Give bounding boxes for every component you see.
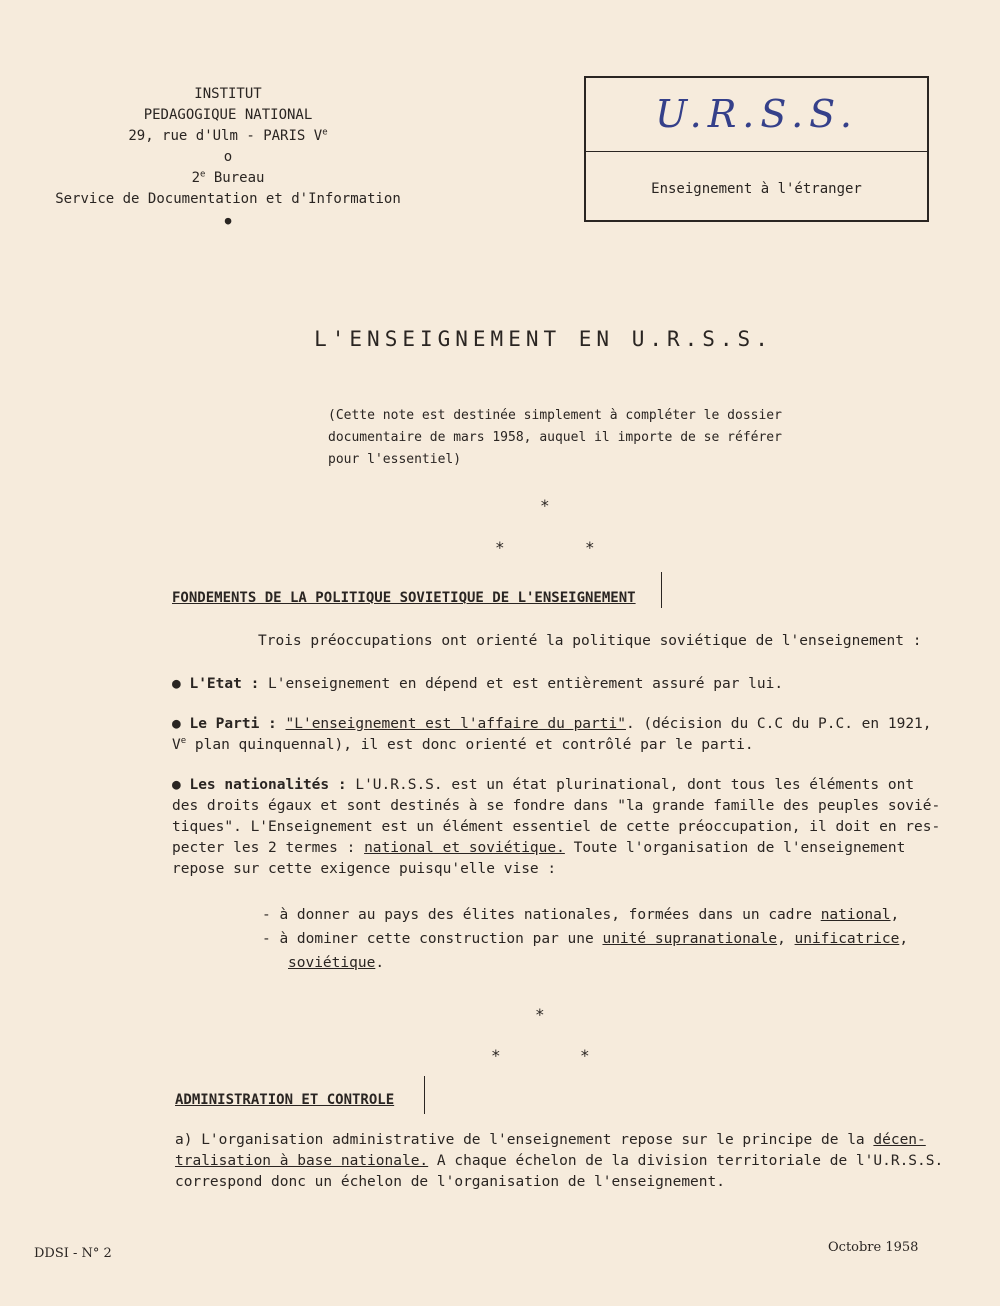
note-line-3: pour l'essentiel): [328, 452, 462, 467]
star-separator: *: [491, 1046, 501, 1065]
paragraph-parti: ● Le Parti : "L'enseignement est l'affaire du parti". (décision du C.C du P.C. en 1921, Ve plan quinquennal), il est donc orienté et contrôlé par le parti.: [172, 716, 932, 753]
box-label: Enseignement à l'étranger: [651, 181, 862, 197]
box-divider: [586, 151, 927, 152]
document-title: L'ENSEIGNEMENT EN U.R.S.S.: [314, 327, 773, 351]
handwritten-annotation: U.R.S.S.: [655, 92, 858, 136]
section-heading-frame: [175, 1076, 425, 1114]
service-line: Service de Documentation et d'Information: [55, 191, 401, 207]
star-separator: *: [495, 538, 505, 557]
list-objectives: [262, 903, 952, 975]
label-nationalites: ● Les nationalités :: [172, 777, 347, 793]
paragraph-administration: a) L'organisation administrative de l'enseignement repose sur le principe de la décen- tralisation à base nationale. A chaque échelon de la division territoriale de l'U.R.S.S. correspond donc un échelon de l'organisation de l'enseignement.: [175, 1132, 944, 1190]
section-heading-administration: ADMINISTRATION ET CONTROLE: [175, 1092, 395, 1108]
star-separator: *: [585, 538, 595, 557]
star-separator: *: [540, 496, 550, 515]
star-separator: *: [535, 1005, 545, 1024]
classification-box: [584, 76, 929, 222]
header-separator: o: [223, 149, 233, 165]
list-item-continuation: soviétique.: [288, 955, 385, 971]
label-etat: ● L'Etat :: [172, 676, 260, 692]
note-line-1: (Cette note est destinée simplement à compléter le dossier: [328, 408, 782, 423]
header-bullet: ●: [224, 214, 232, 227]
note-line-2: documentaire de mars 1958, auquel il importe de se référer: [328, 430, 782, 445]
institute-name-2: PEDAGOGIQUE NATIONAL: [143, 107, 313, 123]
paragraph-nationalites: ● Les nationalités : L'U.R.S.S. est un état plurinational, dont tous les éléments ont des droits égaux et sont destinés à se fondre dans "la grande famille des peuples sovié- tiques". L'Enseignement est un élément essentiel de cette préoccupation, il doit en res- pecter les 2 termes : national et soviétique. Toute l'organisation de l'enseignement repose sur cette exigence puisqu'elle vise :: [172, 777, 941, 877]
list-item: - à donner au pays des élites nationales, formées dans un cadre national,: [262, 907, 900, 923]
star-separator: *: [580, 1046, 590, 1065]
intro-note: [328, 405, 848, 471]
institute-address: 29, rue d'Ulm - PARIS Ve: [128, 127, 328, 144]
document-reference: DDSI - N° 2: [34, 1246, 112, 1261]
label-parti: ● Le Parti :: [172, 716, 277, 732]
institute-name: INSTITUT: [194, 86, 262, 102]
section1-intro: Trois préoccupations ont orienté la politique soviétique de l'enseignement :: [258, 633, 922, 649]
list-item: - à dominer cette construction par une unité supranationale, unificatrice,: [262, 931, 909, 947]
parti-quote: "L'enseignement est l'affaire du parti": [285, 716, 626, 732]
paragraph-etat: ● L'Etat : L'enseignement en dépend et est entièrement assuré par lui.: [172, 676, 784, 692]
bureau-line: 2e Bureau: [191, 169, 265, 186]
section-heading-frame: [172, 572, 662, 608]
document-date: Octobre 1958: [828, 1240, 919, 1255]
section-heading-fondements: FONDEMENTS DE LA POLITIQUE SOVIETIQUE DE L'ENSEIGNEMENT: [172, 590, 636, 606]
